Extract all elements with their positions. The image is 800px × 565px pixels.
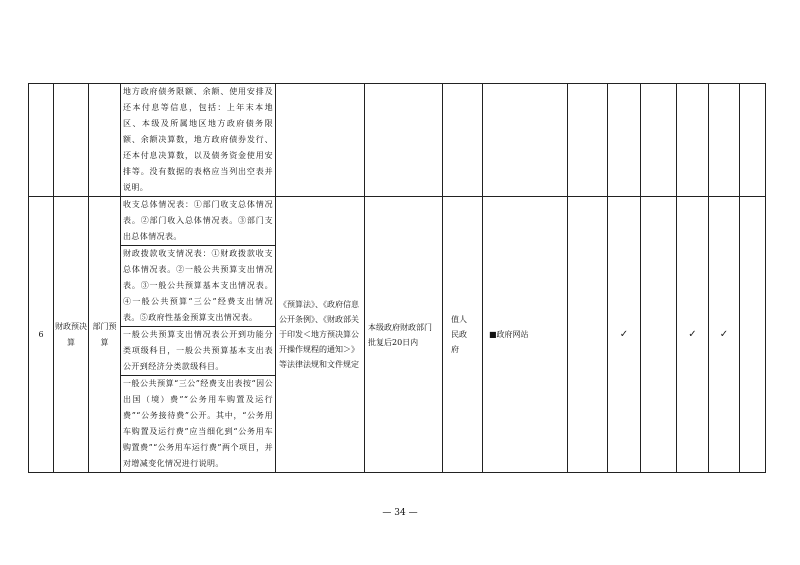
detail-text: 地方政府债务限额、余额、使用安排及还本付息等信息，包括：上年末本地区、本级及所属地区地方政府债务限额、余额决算数，地方政府债券发行、还本付息决算数，以及债务资金使用安排等。没有数据的表格应当列出空表并说明。 bbox=[123, 87, 273, 192]
check-cell bbox=[641, 197, 677, 473]
detail-text: 收支总体情况表：①部门收支总体情况表。②部门收入总体情况表。③部门支出总体情况表。 bbox=[123, 200, 273, 241]
channel-cell bbox=[483, 84, 568, 197]
detail-text: 一般公共预算支出情况表公开到功能分类项级科目，一般公共预算基本支出表公开到经济分类款级科目。 bbox=[123, 330, 273, 371]
table-row bbox=[29, 197, 766, 246]
check-cell bbox=[709, 197, 740, 473]
detail-text: 一般公共预算“三公”经费支出表按“因公出国（境）费”“公务用车购置及运行费”“公务接待费”公开。其中，“公务用车购置及运行费”应当细化到“公务用车购置费”“公务用车运行费”两个项目，并对增减变化情况进行说明。 bbox=[123, 379, 273, 468]
check-cell bbox=[608, 197, 641, 473]
check-cell bbox=[677, 197, 709, 473]
detail-cell bbox=[121, 246, 276, 327]
index-cell bbox=[29, 84, 54, 197]
category-1-label: 财政预决算 bbox=[55, 321, 87, 347]
channel-text: ■政府网站 bbox=[489, 329, 529, 339]
category-1-cell bbox=[54, 197, 89, 473]
check-cell bbox=[568, 84, 608, 197]
page-number: — 34 — bbox=[382, 508, 418, 518]
detail-cell bbox=[121, 197, 276, 246]
detail-cell bbox=[121, 376, 276, 473]
row-index: 6 bbox=[38, 329, 44, 339]
channel-cell bbox=[483, 197, 568, 473]
disclosure-table bbox=[28, 83, 766, 473]
table-row bbox=[29, 84, 766, 197]
check-cell bbox=[608, 84, 641, 197]
basis-cell bbox=[276, 197, 365, 473]
category-1-cell bbox=[54, 84, 89, 197]
category-2-cell bbox=[89, 197, 121, 473]
time-cell bbox=[365, 197, 443, 473]
time-limit-text: 本级政府财政部门批复后20日内 bbox=[368, 322, 432, 347]
subject-cell bbox=[443, 197, 483, 473]
check-cell bbox=[740, 84, 766, 197]
time-cell bbox=[365, 84, 443, 197]
category-2-cell bbox=[89, 84, 121, 197]
subject-text: 值人民政府 bbox=[451, 315, 467, 354]
detail-cell bbox=[121, 84, 276, 197]
check-mark-icon: ✓ bbox=[619, 328, 629, 340]
check-mark-icon: ✓ bbox=[719, 328, 729, 340]
detail-cell bbox=[121, 327, 276, 376]
detail-text: 财政拨款收支情况表：①财政拨款收支总体情况表。②一般公共预算支出情况表。③一般公共预算基本支出情况表。④一般公共预算“三公”经费支出情况表。⑤政府性基金预算支出情况表。 bbox=[123, 249, 273, 322]
basis-cell bbox=[276, 84, 365, 197]
check-mark-icon: ✓ bbox=[688, 328, 697, 340]
basis-text: 《预算法》、《政府信息公开条例》、《财政部关于印发＜地方预决算公开操作规程的通知＞》等法律法规和文件规定 bbox=[279, 300, 359, 369]
subject-cell bbox=[443, 84, 483, 197]
check-cell bbox=[641, 84, 677, 197]
check-cell bbox=[568, 197, 608, 473]
index-cell bbox=[29, 197, 54, 473]
check-cell bbox=[740, 197, 766, 473]
category-2-label: 部门预算 bbox=[92, 321, 117, 347]
check-cell bbox=[677, 84, 709, 197]
check-cell bbox=[709, 84, 740, 197]
